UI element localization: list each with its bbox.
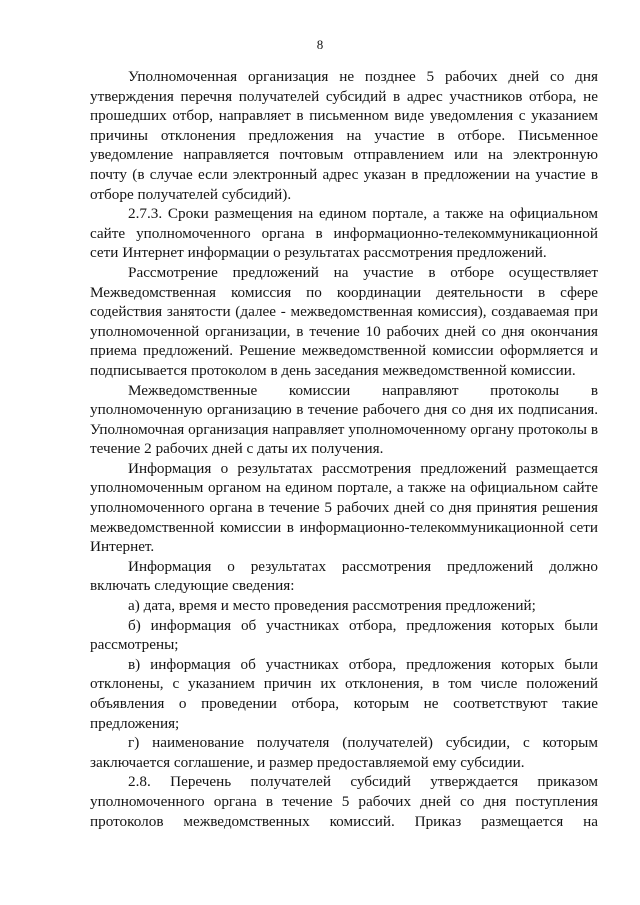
list-item-a: а) дата, время и место проведения рассмотрения предложений; [128,597,536,615]
list-item-b: б) информация об участниках отбора, предложения которых были рассмотрены; [90,616,598,654]
paragraph-commission-review: Рассмотрение предложений на участие в отборе осуществляет Межведомственная комиссия по координации деятельности в сфере содействия занятости (далее - межведомственная комиссия), создаваемая при уполномоченной организации, в течение 10 рабочих дней со дня окончания приема предложений. Решение межведомственной комиссии оформляется и подписывается протоколом в день заседания межведомственной комиссии. [90,263,598,379]
page-number: 8 [316,37,324,52]
document-body [90,67,598,831]
list-item-v: в) информация об участниках отбора, предложения которых были отклонены, с указанием причин их отклонения, в том числе положений объявления о проведении отбора, которым не соответствуют такие предложения; [90,655,598,732]
paragraph-section-2-8: 2.8. Перечень получателей субсидий утверждается приказом уполномоченного органа в течение 5 рабочих дней со дня поступления протоколов межведомственных комиссий. Приказ размещается на [90,773,598,830]
paragraph-results-content: Информация о результатах рассмотрения предложений должно включать следующие сведения: [90,557,598,595]
paragraph-results-publication: Информация о результатах рассмотрения предложений размещается уполномоченным органом на едином портале, а также на официальном сайте уполномоченного органа в течение 5 рабочих дней со дня принятия решения межведомственной комиссии в информационно-телекоммуникационной сети Интернет. [90,459,598,556]
paragraph-section-2-7-3: 2.7.3. Сроки размещения на едином портале, а также на официальном сайте уполномоченного органа в информационно-телекоммуникационной сети Интернет информации о результатах рассмотрения предложений. [90,205,598,262]
list-item-g: г) наименование получателя (получателей) субсидии, с которым заключается соглашение, и размер предоставляемой ему субсидии. [90,734,598,771]
paragraph-protocols: Межведомственные комиссии направляют протоколы в уполномоченную организацию в течение рабочего дня со дня их подписания. Уполномочная организация направляет уполномоченному органу протоколы в течение 2 рабочих дней с даты их получения. [90,381,598,458]
paragraph-rejection-notice: Уполномоченная организация не позднее 5 рабочих дней со дня утверждения перечня получателей субсидий в адрес участников отбора, не прошедших отбор, направляет в письменном виде уведомления с указанием причины отклонения предложения на участие в отборе. Письменное уведомление направляется почтовым отправлением или на электронную почту (в случае если электронный адрес указан в предложении на участие в отборе получателей субсидий). [90,68,598,203]
